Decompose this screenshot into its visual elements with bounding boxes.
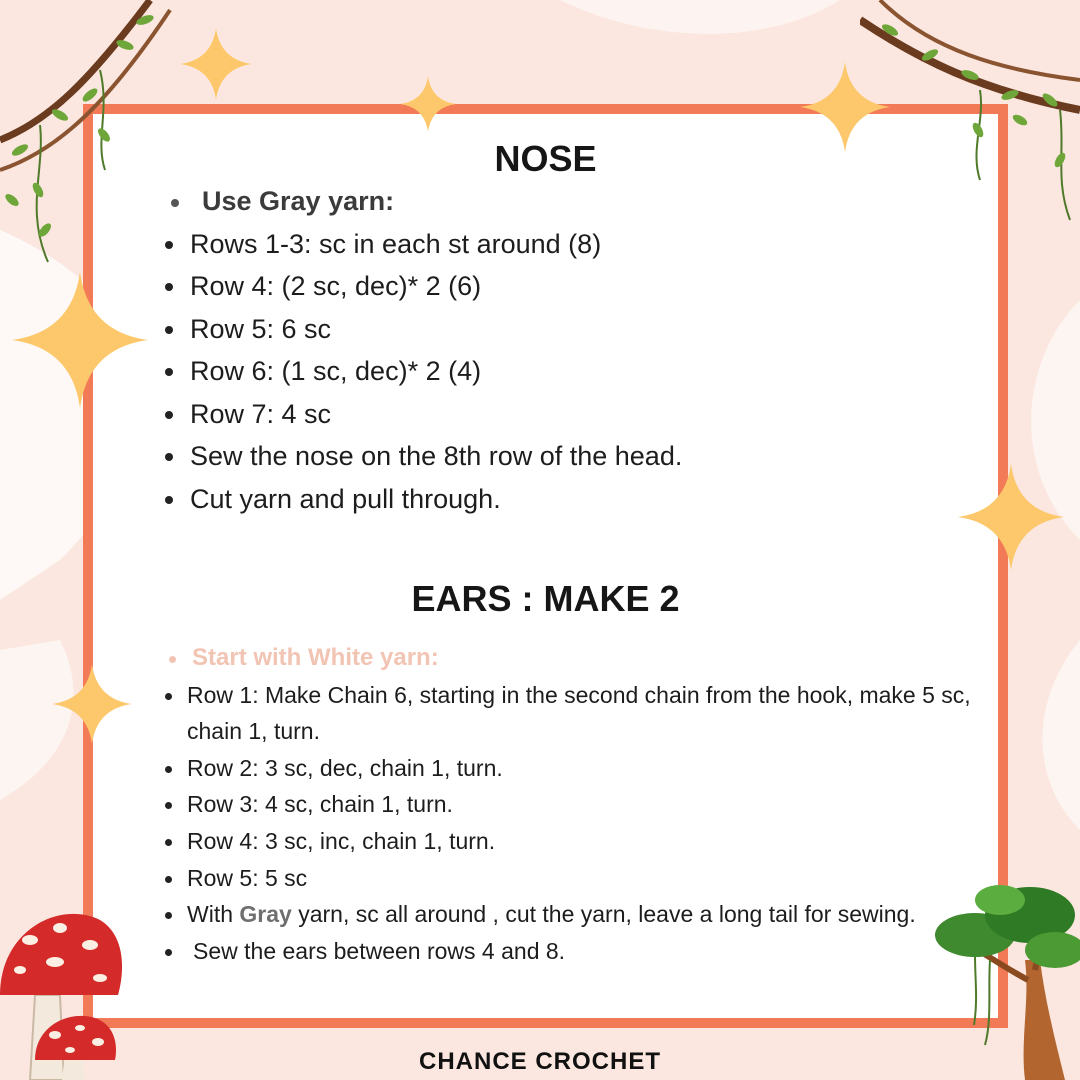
gray-step-prefix: With [187,901,240,928]
ears-step-gray [165,896,985,933]
ears-final-step: Sew the ears between rows 4 and 8. [165,933,985,970]
nose-step: Cut yarn and pull through. [165,478,985,521]
ears-title: EARS : MAKE 2 [411,578,680,619]
ears-yarn-heading: Start with White yarn: [169,640,985,677]
recipe-card [83,104,1008,1028]
nose-step: Row 4: (2 sc, dec)* 2 (6) [165,265,985,308]
nose-step: Rows 1-3: sc in each st around (8) [165,223,985,266]
nose-step: Row 5: 6 sc [165,308,985,351]
brand-footer: CHANCE CROCHET [419,1048,661,1075]
gray-step-suffix: yarn, sc all around , cut the yarn, leave a long tail for sewing. [291,901,916,928]
nose-yarn-heading: Use Gray yarn: [171,180,985,223]
jungle-vine-icon [0,0,180,270]
sparkle-star-icon [12,272,148,408]
sparkle-star-icon [180,28,252,100]
jungle-vine-icon [860,0,1080,230]
ears-step: Row 4: 3 sc, inc, chain 1, turn. [165,823,985,860]
sparkle-star-icon [400,76,456,132]
nose-step: Sew the nose on the 8th row of the head. [165,435,985,478]
sparkle-star-icon [52,664,132,744]
ears-step: Row 2: 3 sc, dec, chain 1, turn. [165,750,985,787]
ears-step: Row 3: 4 sc, chain 1, turn. [165,786,985,823]
nose-step: Row 6: (1 sc, dec)* 2 (4) [165,350,985,393]
ears-steps-list [165,640,985,969]
ears-step: Row 1: Make Chain 6, starting in the second chain from the hook, make 5 sc, chain 1, turn. [165,677,985,750]
nose-step: Row 7: 4 sc [165,393,985,436]
nose-title: NOSE [494,138,597,179]
ears-step: Row 5: 5 sc [165,860,985,897]
sparkle-star-icon [958,464,1064,570]
gray-yarn-word: Gray [239,901,292,928]
nose-steps-list [165,180,985,520]
